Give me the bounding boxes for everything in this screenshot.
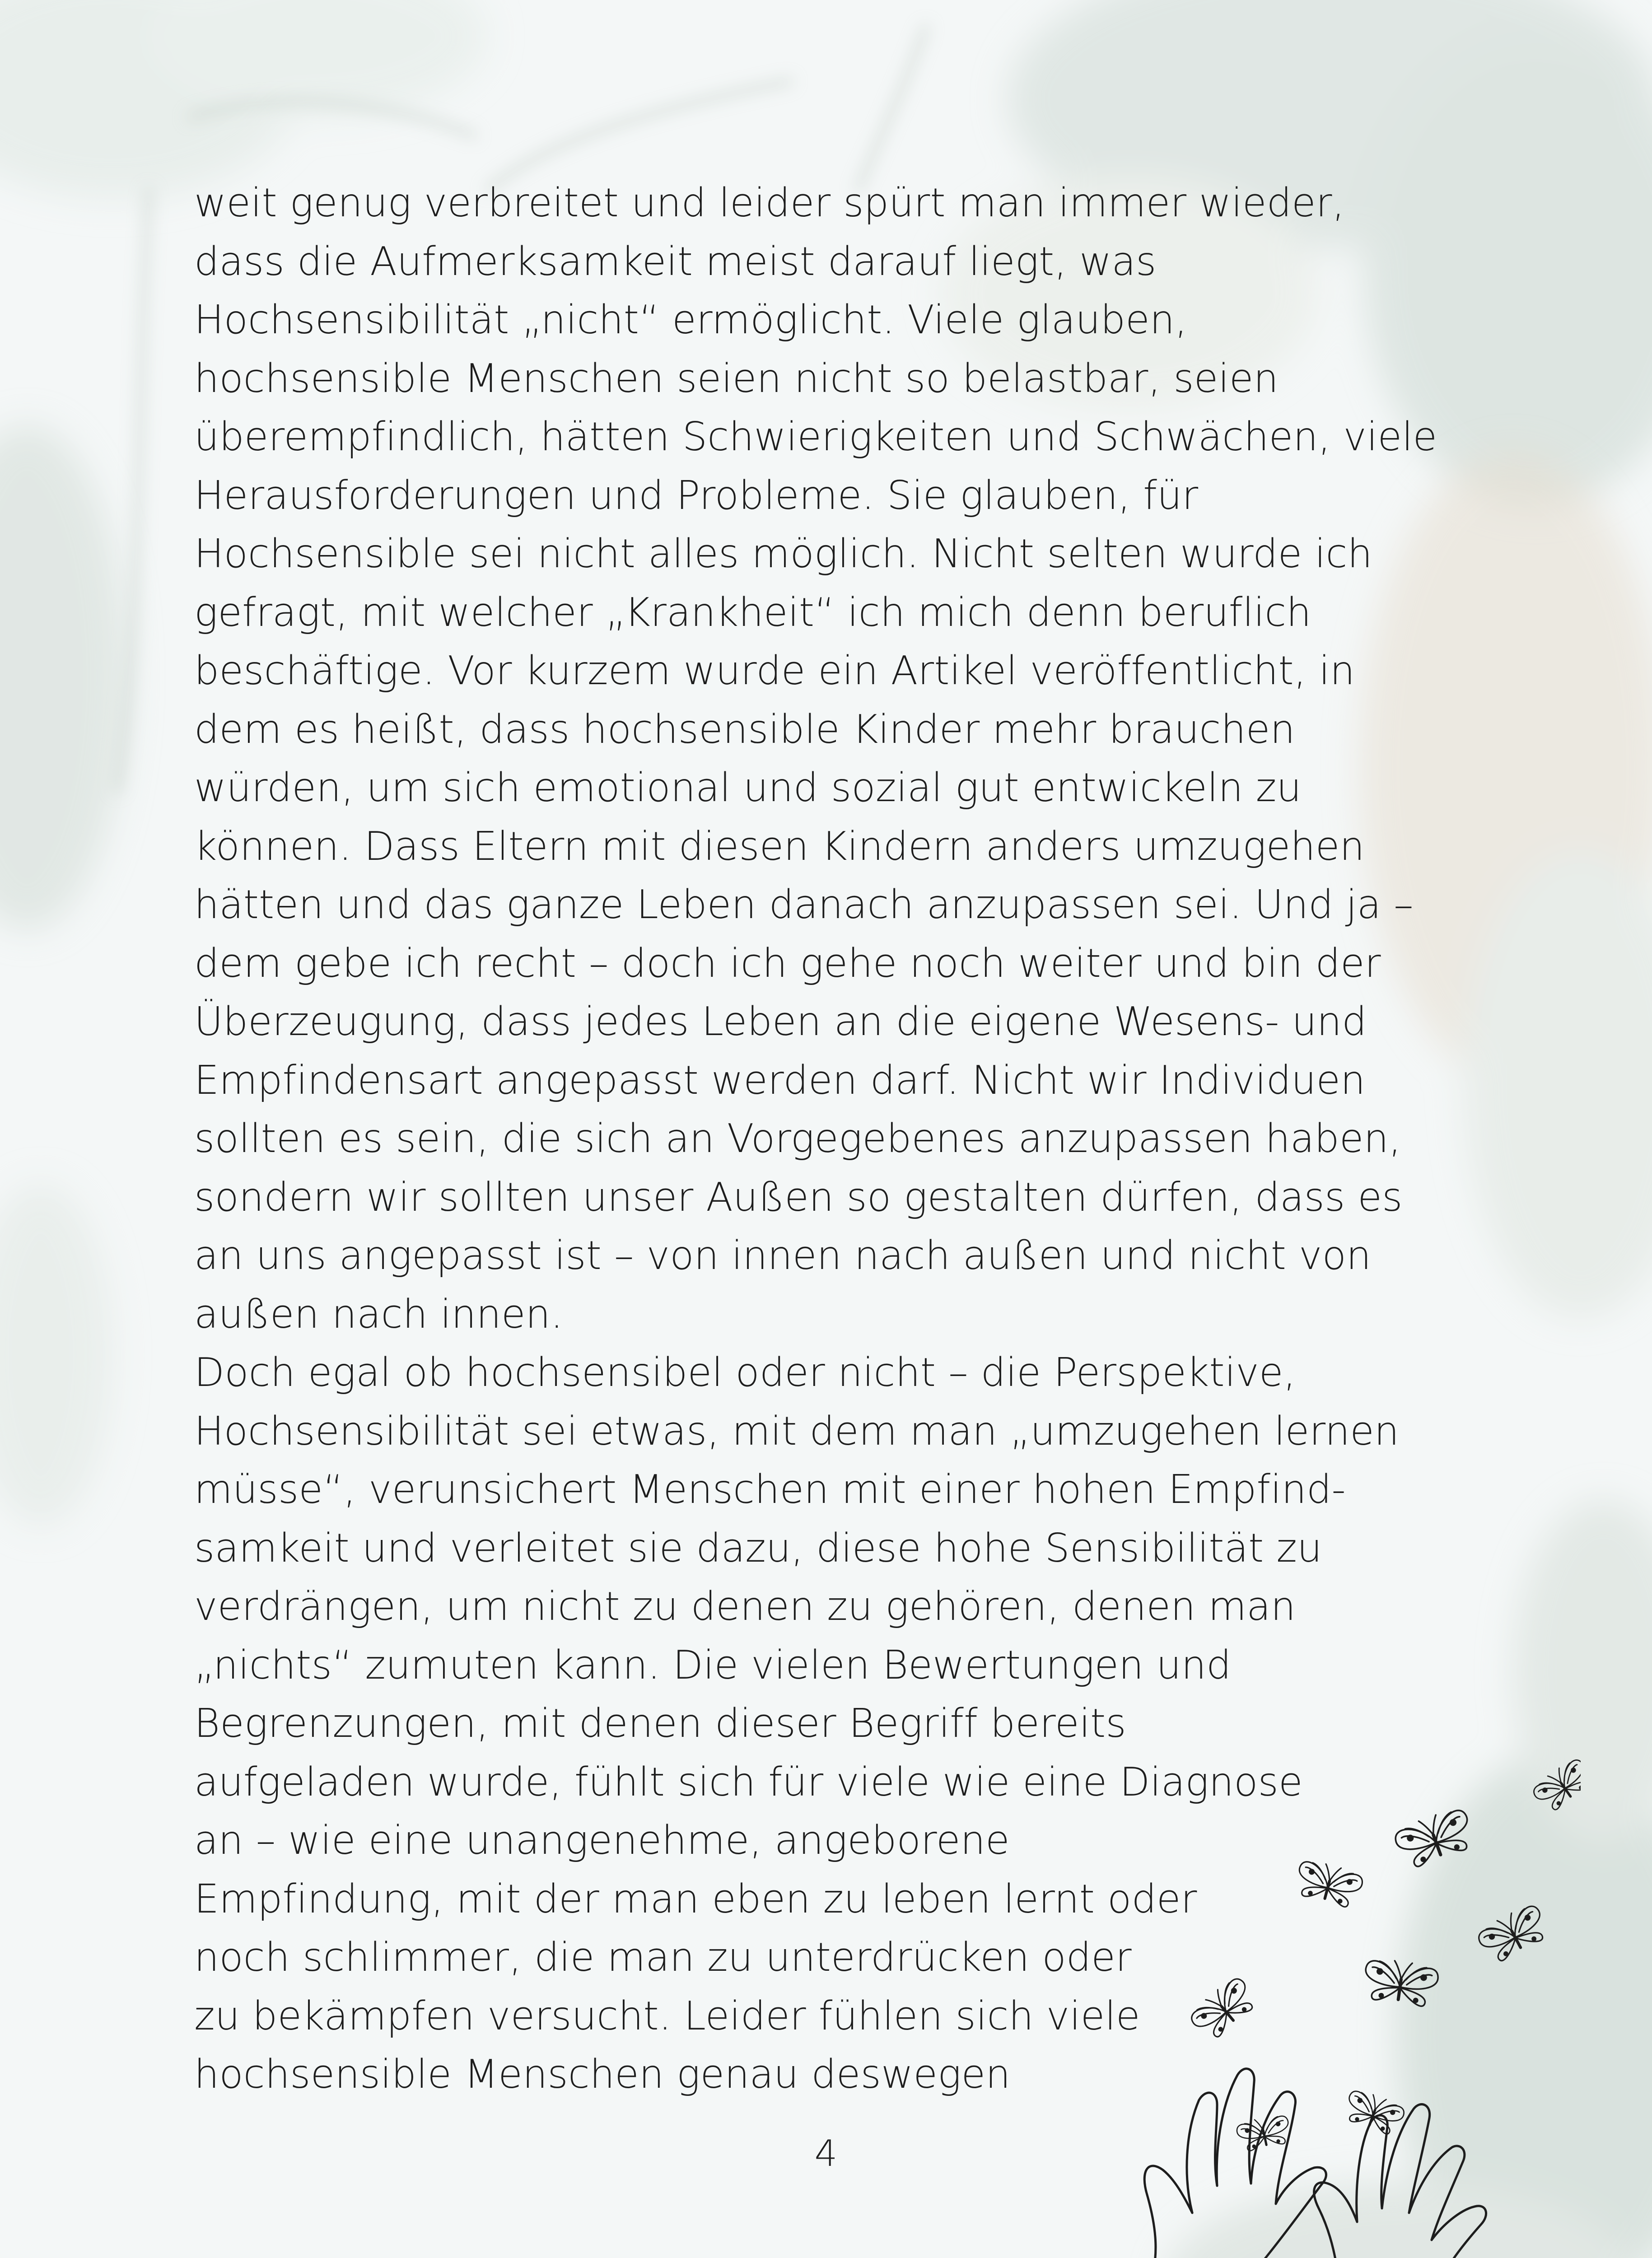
text-line: noch schlimmer, die man zu unterdrücken oder [194, 1934, 1132, 1980]
text-line: sondern wir sollten unser Außen so gestalten dürfen, dass es [194, 1174, 1403, 1220]
text-line: hochsensible Menschen seien nicht so belastbar, seien [194, 355, 1279, 401]
text-line: an – wie eine unangenehme, angeborene [194, 1817, 1010, 1863]
text-line: aufgeladen wurde, fühlt sich für viele wie eine Diagnose [194, 1759, 1303, 1805]
text-line: gefragt, mit welcher „Krankheit“ ich mich denn beruflich [194, 589, 1311, 635]
text-line: hochsensible Menschen genau deswegen [194, 2051, 1011, 2097]
text-line: hätten und das ganze Leben danach anzupassen sei. Und ja – [194, 882, 1414, 928]
text-line: Doch egal ob hochsensibel oder nicht – die Perspektive, [194, 1349, 1296, 1395]
text-line: zu bekämpfen versucht. Leider fühlen sich viele [194, 1992, 1140, 2039]
page-number: 4 [814, 2132, 838, 2174]
text-line: Begrenzungen, mit denen dieser Begriff bereits [194, 1700, 1126, 1746]
text-line: Hochsensible sei nicht alles möglich. Nicht selten wurde ich [194, 531, 1372, 577]
body-text [194, 174, 1513, 2104]
text-line: Empfindensart angepasst werden darf. Nicht wir Individuen [194, 1057, 1366, 1103]
text-line: dem gebe ich recht – doch ich gehe noch weiter und bin der [194, 940, 1381, 986]
right-hand-drawing [1314, 2104, 1486, 2258]
text-line: überempfindlich, hätten Schwierigkeiten und Schwächen, viele [194, 414, 1437, 460]
text-line: Überzeugung, dass jedes Leben an die eigene Wesens- und [194, 998, 1367, 1045]
text-line: verdrängen, um nicht zu denen zu gehören, denen man [194, 1583, 1296, 1629]
text-line: „nichts“ zumuten kann. Die vielen Bewertungen und [194, 1642, 1232, 1688]
watercolor-leaf-top-left [0, 0, 488, 199]
watercolor-leaf-left [0, 425, 126, 1526]
text-line: beschäftige. Vor kurzem wurde ein Artikel veröffentlicht, in [194, 648, 1355, 694]
text-line: dass die Aufmerksamkeit meist darauf liegt, was [194, 238, 1157, 285]
text-line: außen nach innen. [194, 1291, 563, 1337]
text-line: Empfindung, mit der man eben zu leben lernt oder [194, 1875, 1197, 1922]
text-line: dem es heißt, dass hochsensible Kinder mehr brauchen [194, 706, 1295, 752]
text-line: würden, um sich emotional und sozial gut entwickeln zu [194, 765, 1302, 811]
butterfly-icon [1530, 1756, 1581, 1815]
text-line: weit genug verbreitet und leider spürt man immer wieder, [194, 180, 1345, 226]
text-line: können. Dass Eltern mit diesen Kindern anders umzugehen [194, 823, 1365, 869]
text-line: Hochsensibilität „nicht“ ermöglicht. Viele glauben, [194, 297, 1188, 343]
text-line: an uns angepasst ist – von innen nach außen und nicht von [194, 1232, 1372, 1278]
text-line: müsse“, verunsichert Menschen mit einer hohen Empfind- [194, 1466, 1346, 1512]
text-line: Herausforderungen und Probleme. Sie glauben, für [194, 472, 1199, 518]
text-line: sollten es sein, die sich an Vorgegebenes anzupassen haben, [194, 1115, 1401, 1162]
text-line: Hochsensibilität sei etwas, mit dem man „umzugehen lernen [194, 1408, 1400, 1454]
text-line: samkeit und verleitet sie dazu, diese hohe Sensibilität zu [194, 1525, 1322, 1571]
